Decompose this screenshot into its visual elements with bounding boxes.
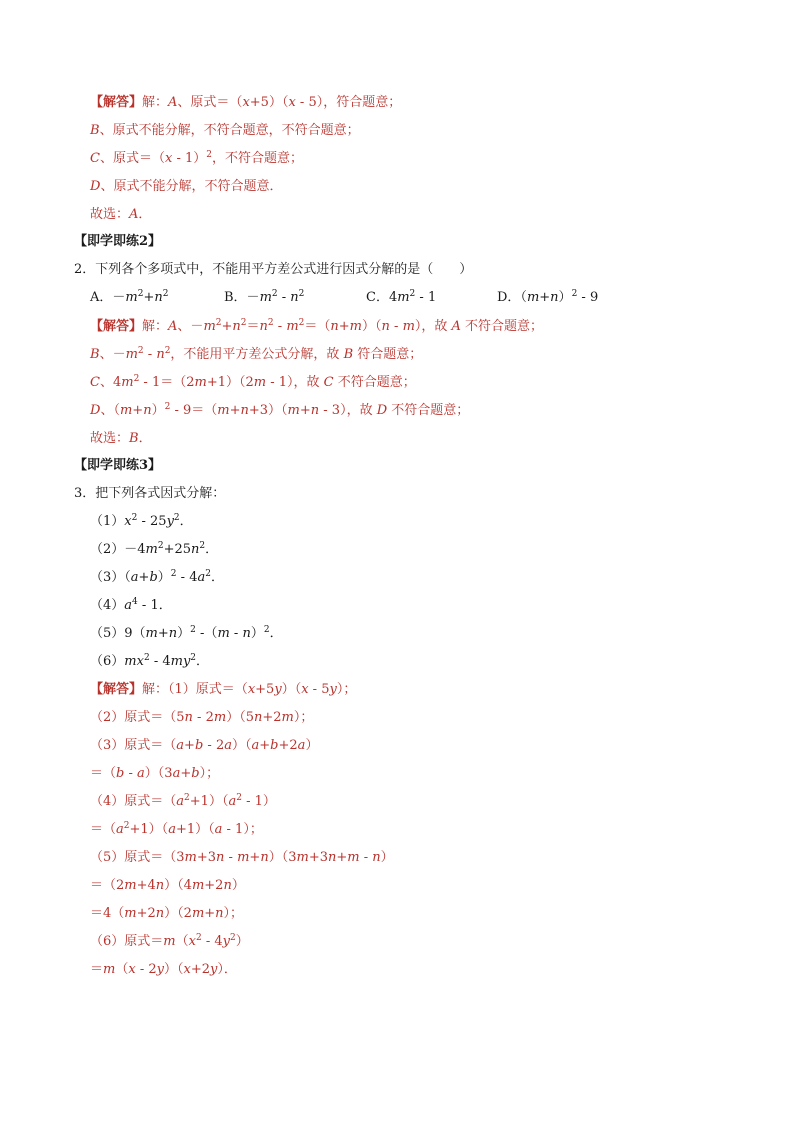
question-2-answer-line-3: C、$4m^2 - 1=(2m+1)(2m - 1)$，故 C 不符合题意； <box>90 374 416 390</box>
question-3-answer-line-7: （5）原式＝（3m+3n - m+n）（3m+3n+m - n） <box>90 850 394 865</box>
question-3-item-5: $(5)9(m+n)^2$ -（m - n）$^2$． <box>90 625 283 641</box>
question-3-answer-line-1: 【解答】解：（1）原式＝（x+5y）（x - 5y）； <box>90 682 357 697</box>
prev-answer-line-4: D、原式不能分解，不符合题意． <box>90 179 283 194</box>
question-3-stem: 3．把下列各式因式分解： <box>74 486 226 501</box>
option-a: A．$-m^2+n^2$ <box>90 289 169 305</box>
question-3-answer-line-10: （6）原式$=m(x^2 - 4y^2)$ <box>90 933 249 949</box>
question-2-answer-line-2: B、$-m^2 - n^2$，不能用平方差公式分解，故 B 符合题意； <box>90 346 423 362</box>
question-3-answer-line-11: ＝m（x - 2y）（x+2y）． <box>90 962 237 977</box>
answer-tag: 【解答】 <box>90 95 143 110</box>
question-3-item-2: $(2)-4m^2+25n^2$． <box>90 541 219 557</box>
question-3-answer-line-9: ＝4（m+2n）（2m+n）； <box>90 906 244 921</box>
question-3-item-1: $(1)x^2 - 25y^2$． <box>90 513 193 529</box>
question-2-answer-line-1: 【解答】解：A、$-m^2+n^2=n^2 - m^2=(n+m)(n - m)$，故 A 不符合题意； <box>90 318 544 334</box>
option-c: C．$4m^2 - 1$ <box>366 289 437 305</box>
question-3-item-3: $(3)(a+b)^2 - 4a^2$． <box>90 569 224 585</box>
question-3-answer-line-2: （2）原式＝（5n - 2m）（5n+2m）； <box>90 710 314 725</box>
prev-answer-line-3: C、原式＝（x - 1）$^2$，不符合题意； <box>90 150 303 166</box>
question-3-answer-line-6: $=(a^2+1)(a+1)(a - 1)$； <box>90 821 263 837</box>
question-3-item-6: $(6)mx^2 - 4my^2$． <box>90 653 210 669</box>
section-heading-practice-2: 【即学即练2】 <box>74 234 162 249</box>
prev-answer-line-2: B、原式不能分解，不符合题意，不符合题意； <box>90 123 360 138</box>
option-d: D．$(m+n)^2 - 9$ <box>497 289 599 305</box>
question-3-answer-line-8: ＝（2m+4n）（4m+2n） <box>90 878 245 893</box>
question-2-answer-choice: 故选：B． <box>90 431 152 446</box>
section-heading-practice-3: 【即学即练3】 <box>74 458 162 473</box>
question-3-item-4: $(4)a^4 - 1$． <box>90 597 172 613</box>
question-3-answer-line-3: （3）原式＝（a+b - 2a）（a+b+2a） <box>90 738 319 753</box>
question-2-stem: 2．下列各个多项式中，不能用平方差公式进行因式分解的是（ ） <box>74 262 473 277</box>
prev-answer-choice: 故选：A． <box>90 207 152 222</box>
question-2-answer-line-4: D、$(m+n)^2 - 9=(m+n+3)(m+n - 3)$，故 D 不符合题意； <box>90 402 470 418</box>
prev-answer-line-1: 【解答】解：A、原式＝（x+5）（x - 5），符合题意； <box>90 95 402 110</box>
question-3-answer-line-5: （4）原式$=(a^2+1)(a^2 - 1)$ <box>90 793 276 809</box>
question-2-options <box>90 289 710 307</box>
question-3-answer-line-4: ＝（b - a）（3a+b）； <box>90 766 220 781</box>
option-b: B．$-m^2 - n^2$ <box>224 289 305 305</box>
